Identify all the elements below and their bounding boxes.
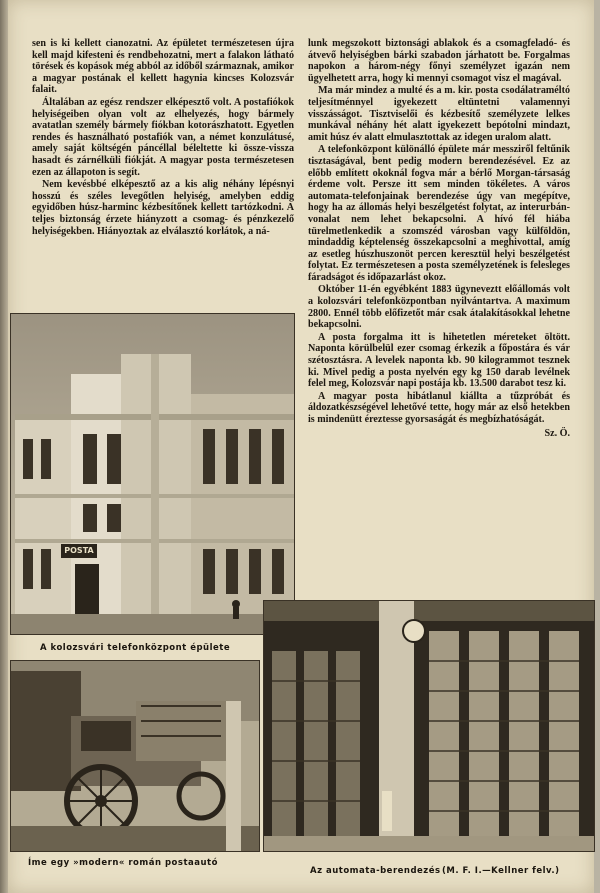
building-illustration [11,314,294,634]
switchboard-illustration [264,601,594,851]
switchboard-caption: Az automata-berendezés [310,866,441,876]
author-signature: Sz. Ö. [544,427,570,439]
car-caption: Íme egy »modern« román postaautó [28,858,218,868]
paragraph: Nem kevésbbé elképesztő az a kis alig néhány lépésnyi hosszú és széles levegőtlen helyiség, amelyben eddig egyidőben húsz-harminc kézbesítőnek kellett tartózkodni. A teljes biztonság érzete hiányzott a csomag- és pénzkezelő helyiségekben. Hiányoztak az elválasztó korlátok, a ná- [32,179,294,237]
paragraph: lunk megszokott biztonsági ablakok és a csomagfeladó- és átvevő helyiségben bárki szabadon járhatott be. Forgalmas napokon a három-négy főnyi személyzet igazán nem ügyelhetett arra, hogy ki mennyi csomagot visz el magával. [308,38,570,84]
paragraph: A magyar posta hibátlanul kiállta a tűzpróbát és áldozatkészségével lehetővé tette, hogy már az első hetekben is mindenütt éreztesse gyorsaságát és megbízhatóságát. [308,390,570,425]
paragraph: Ma már mindez a multé és a m. kir. posta csodálatraméltó teljesítménnyel igyekezett eltüntetni valamennyi visszásságot. Tisztviselői és kézbesítő személyzete lelkes munkával néhány hét alatt igyekezett bepótolni mindazt, amit húsz év alatt elmulasztottak az idegen uralom alatt. [308,85,570,143]
posta-sign: POSTA [61,544,97,558]
building-photo [10,313,295,635]
paragraph: A posta forgalma itt is hihetetlen méreteket öltött. Naponta körülbelül ezer csomag érkezik a főpostára és vár szétosztásra. A levelek naponta kb. 90 kilogrammot tesznek ki. Mivel pedig a posta nyelvén egy kg 150 darab levélnek felel meg, Kolozsvár napi postája kb. 13.500 darabot tesz ki. [308,331,570,390]
switchboard-photo [263,600,595,852]
right-column [308,38,570,439]
car-photo [10,660,260,852]
paragraph: Október 11-én egyébként 1883 ügyneveztt előállomás volt a kolozsvári telefonközpontban nyilvántartva. A maximum 2800. Ennél több előfizetőt már csak átalakításokkal lehetne bekapcsolni. [308,284,570,331]
left-column [32,38,294,238]
paragraph: sen is ki kellett cianozatni. Az épületet természetesen újra kell majd kifesteni és rendbehozatni, mert a falakon látható törések és kopások még abból az időből származnak, amikor a magyar postának el kellett hagynia kincses Kolozsvár falait. [32,38,294,96]
paragraph: A telefonközpont különálló épülete már messziről feltűnik tisztaságával, bent pedig modern berendezésével. Ez az előbb említett okoknál fogva már a bérlő Morgan-társaság érdeme volt. Persze itt sem minden tökéletes. A város automata-telefonjainak berendezése úgy van megépítve, hogy ha az állomás helyi beszélgetést folytat, az interurbán-vonalat nem lehet bekapcsolni. A hívó fél hiába türelmetlenkedik a szomszéd városban vagy külföldön, mindaddig képtelenség összekapcsolni a meghivottal, amíg az esetleg húszhuszonöt percen keresztül helyi beszélgetést folytat. Ez természetesen a posta személyzetének is felesleges fáradságot és időpazarlást okoz. [308,144,570,283]
car-illustration [11,661,259,851]
building-caption: A kolozsvári telefonközpont épülete [40,643,231,653]
paragraph: Általában az egész rendszer elképesztő volt. A postafiókok helyiségeiben olyan volt az elhelyezés, hogy bármely avatatlan személy bármely fiókban kotorászhatott. Egyetlen rendes és használható postafiók van, a német konzulátusé, amely saját költségén páncéllal béleltette ki össze-vissza hasadt és zárnélküli fiókját. A magyar posta természetesen ezen az állapoton is segít. [32,96,294,178]
photo-credit: (M. F. I.—Kellner felv.) [442,866,560,876]
